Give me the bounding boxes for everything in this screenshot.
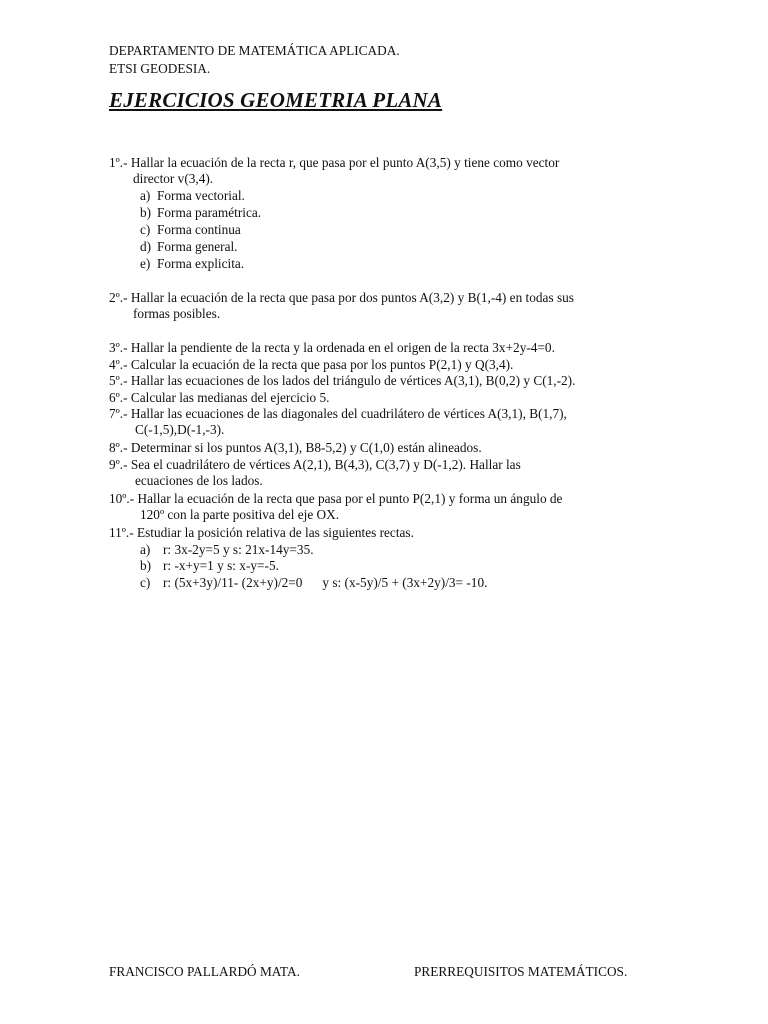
list-marker: b)	[140, 205, 152, 220]
list-item: r: 3x-2y=5 y s: 21x-14y=35.	[163, 542, 314, 557]
list-item: Forma general.	[157, 239, 238, 254]
list-marker: b)	[140, 558, 152, 573]
exercise-9-line-1: 9º.- Sea el cuadrilátero de vértices A(2,1), B(4,3), C(3,7) y D(-1,2). Hallar las	[109, 457, 521, 472]
school-header: ETSI GEODESIA.	[109, 61, 211, 76]
list-marker: a)	[140, 542, 151, 557]
exercise-2-line-2: formas posibles.	[133, 306, 221, 321]
list-marker: d)	[140, 239, 152, 254]
exercise-7-line-1: 7º.- Hallar las ecuaciones de las diagonales del cuadrilátero de vértices A(3,1), B(1,7),	[109, 406, 567, 421]
list-item: Forma vectorial.	[157, 188, 245, 203]
exercise-10-line-2: 120º con la parte positiva del eje OX.	[140, 507, 340, 522]
exercise-3: 3º.- Hallar la pendiente de la recta y la ordenada en el origen de la recta 3x+2y-4=0.	[109, 340, 555, 355]
list-marker: c)	[140, 575, 151, 590]
list-marker: a)	[140, 188, 151, 203]
exercise-2-line-1: 2º.- Hallar la ecuación de la recta que pasa por dos puntos A(3,2) y B(1,-4) en todas sus	[109, 290, 574, 305]
list-marker: e)	[140, 256, 151, 271]
exercise-5: 5º.- Hallar las ecuaciones de los lados del triángulo de vértices A(3,1), B(0,2) y C(1,-2).	[109, 373, 576, 388]
footer-course: PRERREQUISITOS MATEMÁTICOS.	[414, 964, 628, 979]
exercise-10-line-1: 10º.- Hallar la ecuación de la recta que pasa por el punto P(2,1) y forma un ángulo de	[109, 491, 563, 506]
exercise-8: 8º.- Determinar si los puntos A(3,1), B8-5,2) y C(1,0) están alineados.	[109, 440, 482, 455]
page-title: EJERCICIOS GEOMETRIA PLANA	[109, 88, 443, 112]
footer-author: FRANCISCO PALLARDÓ MATA.	[109, 964, 300, 979]
exercise-11-line-1: 11º.- Estudiar la posición relativa de las siguientes rectas.	[109, 525, 414, 540]
exercise-4: 4º.- Calcular la ecuación de la recta que pasa por los puntos P(2,1) y Q(3,4).	[109, 357, 514, 372]
exercise-9-line-2: ecuaciones de los lados.	[135, 473, 263, 488]
exercise-1-line-1: 1º.- Hallar la ecuación de la recta r, que pasa por el punto A(3,5) y tiene como vector	[109, 155, 560, 170]
list-marker: c)	[140, 222, 151, 237]
list-item: Forma explicita.	[157, 256, 245, 271]
list-item: r: -x+y=1 y s: x-y=-5.	[163, 558, 279, 573]
exercise-6: 6º.- Calcular las medianas del ejercicio 5.	[109, 390, 330, 405]
department-header: DEPARTAMENTO DE MATEMÁTICA APLICADA.	[109, 43, 400, 58]
list-item: Forma continua	[157, 222, 241, 237]
exercise-1-line-2: director v(3,4).	[133, 171, 214, 186]
list-item: Forma paramétrica.	[157, 205, 262, 220]
exercise-7-line-2: C(-1,5),D(-1,-3).	[135, 422, 225, 437]
list-item: r: (5x+3y)/11- (2x+y)/2=0 y s: (x-5y)/5 + (3x+2y)/3= -10.	[163, 575, 488, 590]
